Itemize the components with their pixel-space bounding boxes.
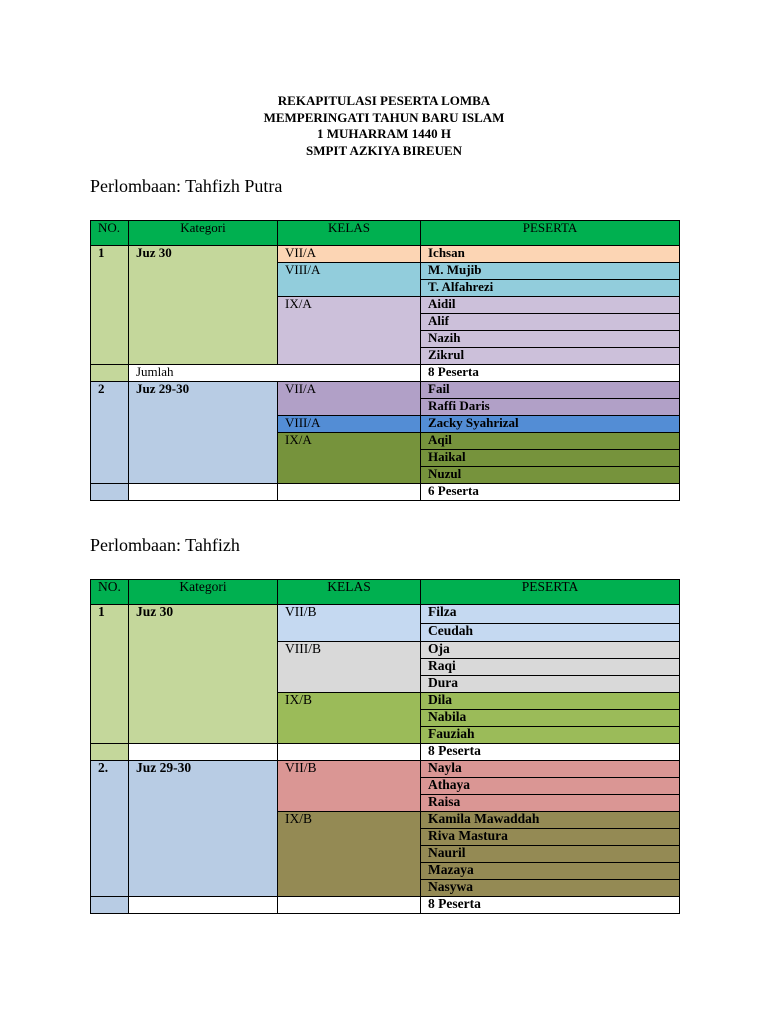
total-kelas-cell	[278, 744, 421, 761]
peserta-cell: Aqil	[421, 433, 680, 450]
col-header-no: NO.	[91, 221, 129, 246]
col-header-kelas: KELAS	[278, 580, 421, 605]
total-peserta: 8 Peserta	[421, 897, 680, 914]
total-no-cell	[91, 365, 129, 382]
table-header-row	[91, 580, 680, 605]
kelas-cell: VII/B	[278, 761, 421, 812]
table-row	[91, 605, 680, 624]
group-kategori: Juz 29-30	[129, 382, 278, 484]
kelas-cell: IX/A	[278, 297, 421, 365]
total-row	[91, 484, 680, 501]
peserta-cell: T. Alfahrezi	[421, 280, 680, 297]
group-kategori: Juz 29-30	[129, 761, 278, 897]
peserta-cell: Kamila Mawaddah	[421, 812, 680, 829]
section-title-tahfizh-putra: Perlombaan: Tahfizh Putra	[90, 176, 283, 196]
section-title-tahfizh: Perlombaan: Tahfizh	[90, 535, 240, 555]
total-no-cell	[91, 897, 129, 914]
table-tahfizh	[90, 579, 680, 914]
peserta-cell: M. Mujib	[421, 263, 680, 280]
peserta-cell: Riva Mastura	[421, 829, 680, 846]
peserta-cell: Alif	[421, 314, 680, 331]
group-kategori: Juz 30	[129, 605, 278, 744]
kelas-cell: VII/B	[278, 605, 421, 642]
group-no: 2.	[91, 761, 129, 897]
kelas-cell: IX/B	[278, 812, 421, 897]
total-kategori-cell	[129, 484, 278, 501]
table-row	[91, 761, 680, 778]
doc-title-line-2: MEMPERINGATI TAHUN BARU ISLAM	[263, 109, 505, 125]
kelas-cell: VIII/A	[278, 263, 421, 297]
col-header-no: NO.	[91, 580, 129, 605]
peserta-cell: Dura	[421, 676, 680, 693]
peserta-cell: Raffi Daris	[421, 399, 680, 416]
col-header-peserta: PESERTA	[421, 221, 680, 246]
doc-title-line-3: 1 MUHARRAM 1440 H	[317, 126, 451, 141]
total-no-cell	[91, 744, 129, 761]
total-peserta: 8 Peserta	[421, 365, 680, 382]
total-row	[91, 744, 680, 761]
total-peserta: 6 Peserta	[421, 484, 680, 501]
col-header-kategori: Kategori	[129, 580, 278, 605]
peserta-cell: Ceudah	[421, 624, 680, 642]
total-kelas-cell	[278, 484, 421, 501]
total-row	[91, 365, 680, 382]
kelas-cell: IX/B	[278, 693, 421, 744]
total-kategori-cell	[129, 744, 278, 761]
total-kategori-cell	[129, 897, 278, 914]
peserta-cell: Zikrul	[421, 348, 680, 365]
col-header-kelas: KELAS	[278, 221, 421, 246]
total-kelas-cell	[278, 897, 421, 914]
kelas-cell: IX/A	[278, 433, 421, 484]
peserta-cell: Nauril	[421, 846, 680, 863]
jumlah-label: Jumlah	[129, 365, 421, 382]
col-header-kategori: Kategori	[129, 221, 278, 246]
doc-title-line-1: REKAPITULASI PESERTA LOMBA	[277, 93, 491, 108]
peserta-cell: Dila	[421, 693, 680, 710]
peserta-cell: Nuzul	[421, 467, 680, 484]
peserta-cell: Fauziah	[421, 727, 680, 744]
peserta-cell: Filza	[421, 605, 680, 624]
total-row	[91, 897, 680, 914]
peserta-cell: Haikal	[421, 450, 680, 467]
doc-title-line-4: SMPIT AZKIYA BIREUEN	[305, 142, 463, 158]
kelas-cell: VII/A	[278, 382, 421, 416]
peserta-cell: Nayla	[421, 761, 680, 778]
peserta-cell: Raqi	[421, 659, 680, 676]
peserta-cell: Athaya	[421, 778, 680, 795]
peserta-cell: Nabila	[421, 710, 680, 727]
col-header-peserta: PESERTA	[421, 580, 680, 605]
table-row	[91, 382, 680, 399]
total-no-cell	[91, 484, 129, 501]
peserta-cell: Oja	[421, 642, 680, 659]
table-header-row	[91, 221, 680, 246]
table-tahfizh-putra	[90, 220, 680, 501]
kelas-cell: VIII/B	[278, 642, 421, 693]
peserta-cell: Ichsan	[421, 246, 680, 263]
total-peserta: 8 Peserta	[421, 744, 680, 761]
peserta-cell: Zacky Syahrizal	[421, 416, 680, 433]
group-no: 2	[91, 382, 129, 484]
table-row	[91, 246, 680, 263]
peserta-cell: Nazih	[421, 331, 680, 348]
group-no: 1	[91, 605, 129, 744]
peserta-cell: Nasywa	[421, 880, 680, 897]
group-no: 1	[91, 246, 129, 365]
peserta-cell: Fail	[421, 382, 680, 399]
kelas-cell: VII/A	[278, 246, 421, 263]
peserta-cell: Mazaya	[421, 863, 680, 880]
peserta-cell: Raisa	[421, 795, 680, 812]
peserta-cell: Aidil	[421, 297, 680, 314]
kelas-cell: VIII/A	[278, 416, 421, 433]
group-kategori: Juz 30	[129, 246, 278, 365]
